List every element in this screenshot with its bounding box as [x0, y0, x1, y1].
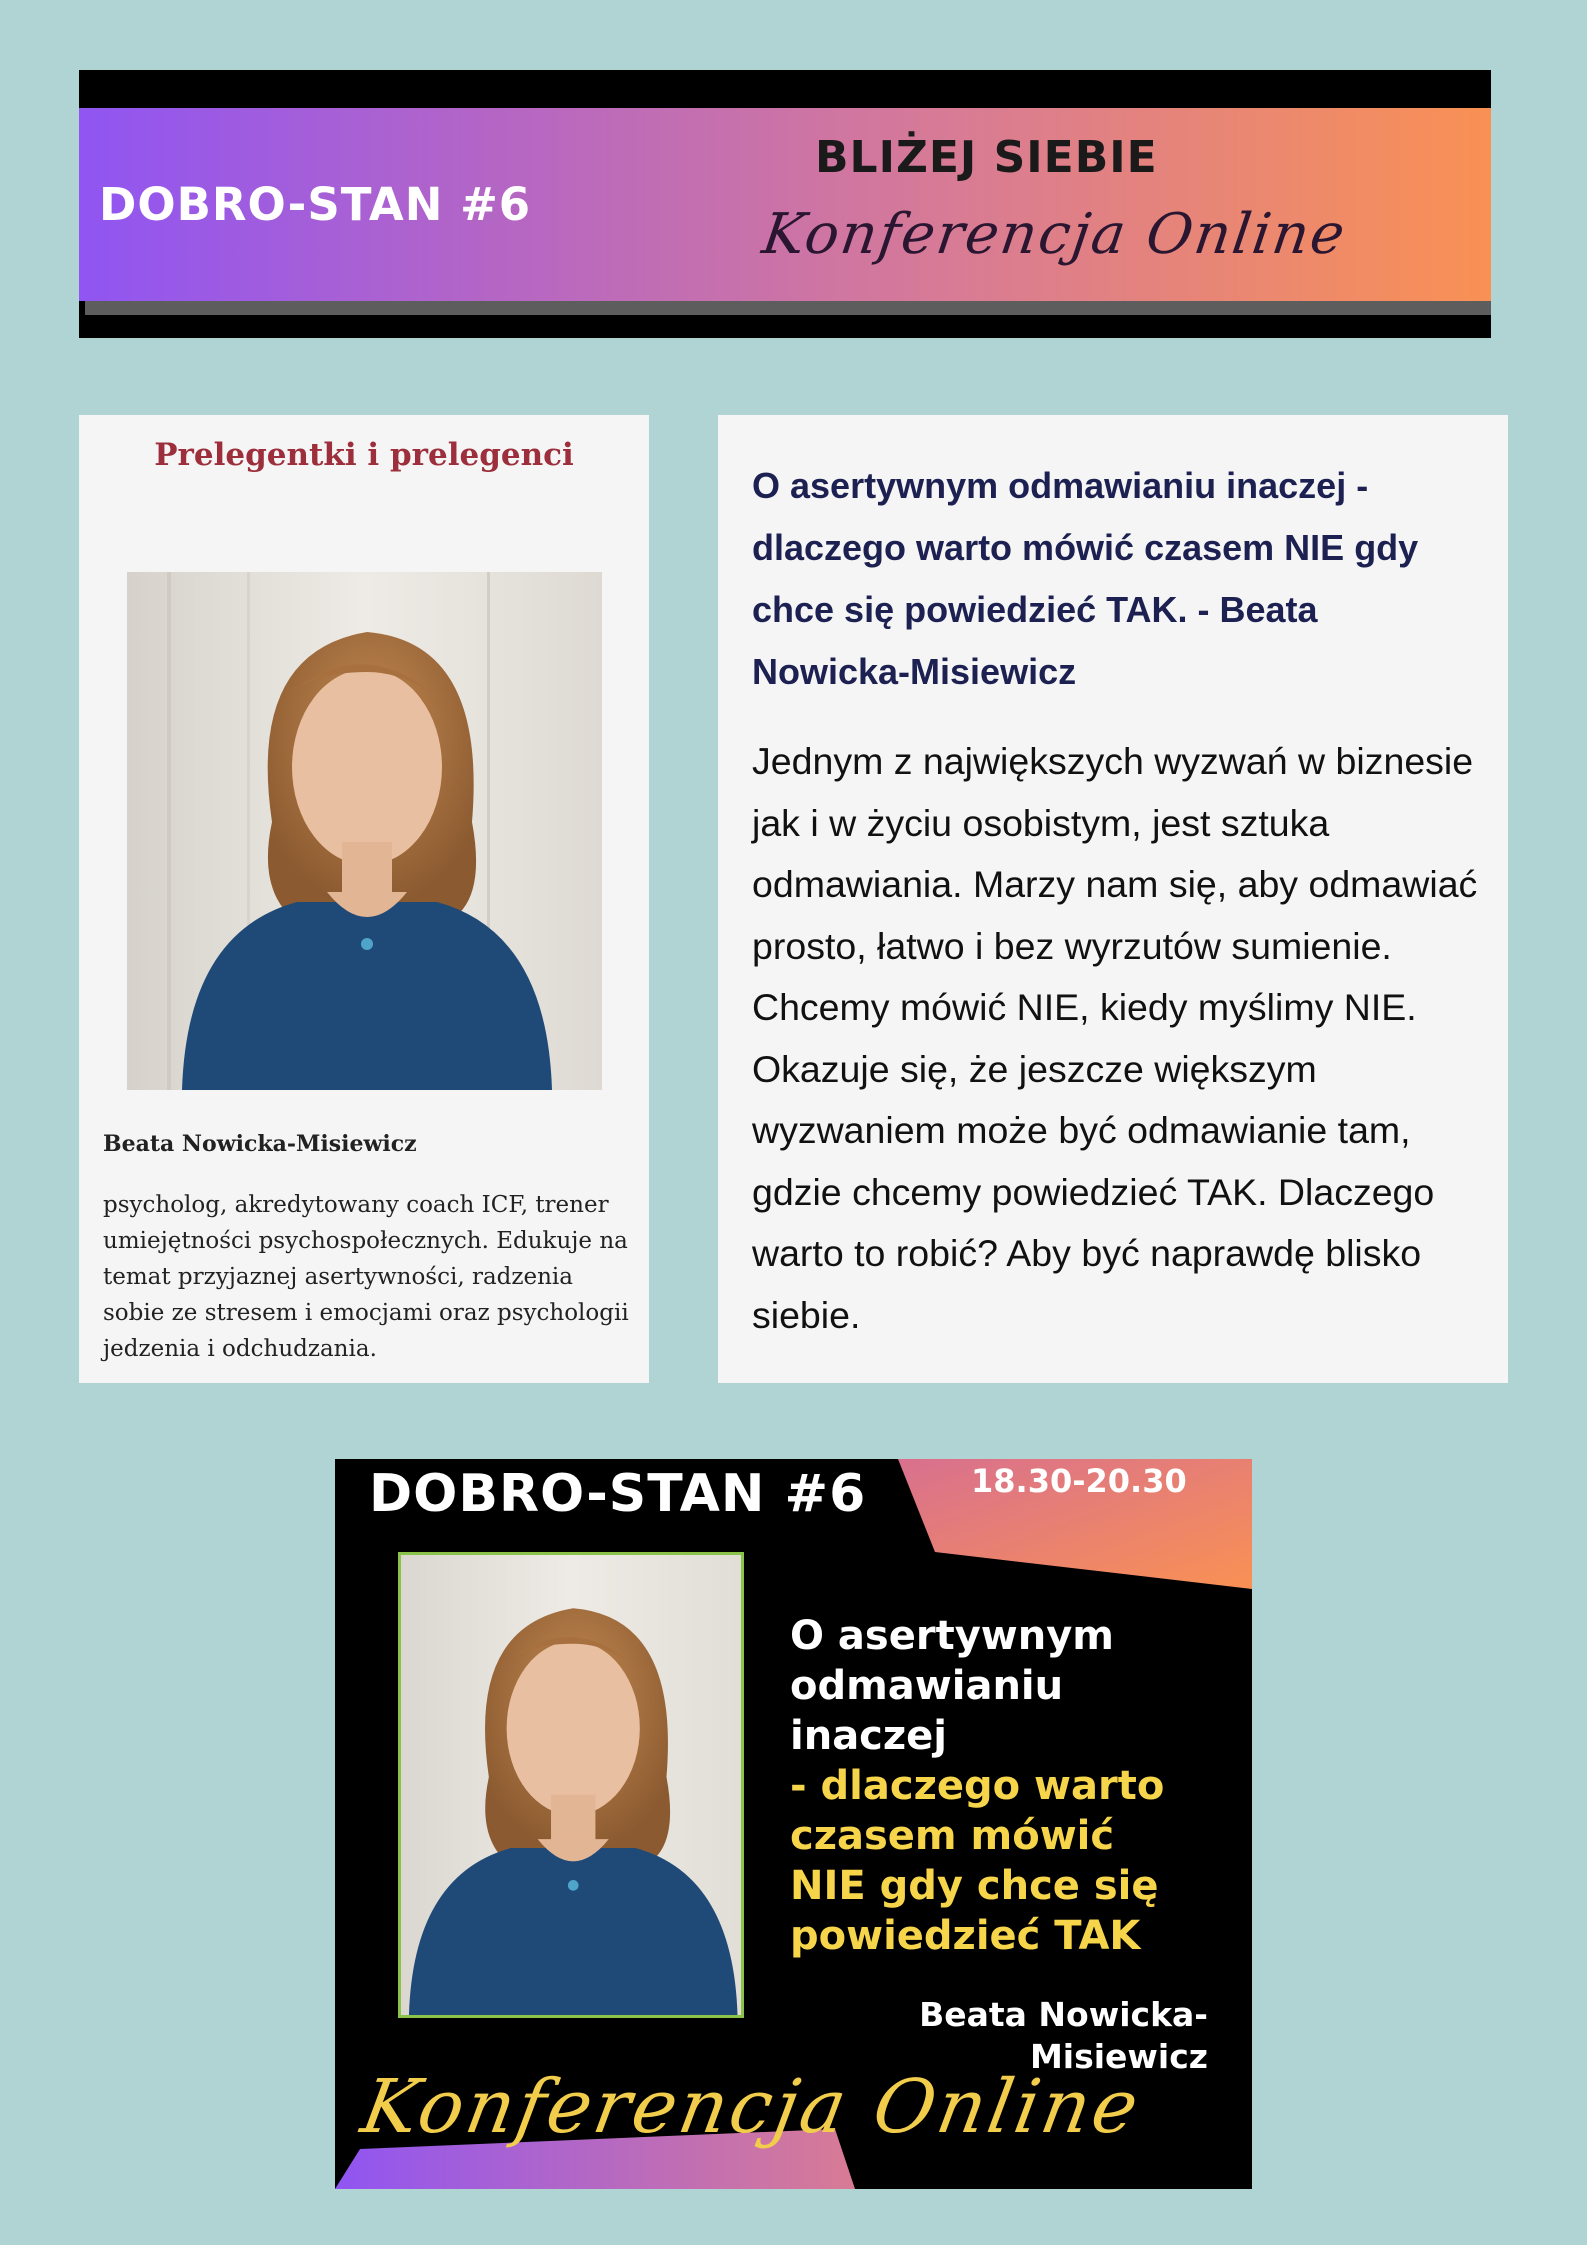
poster-script-text: Konferencja Online — [355, 2064, 1148, 2150]
poster-title-line: O asertywnym — [790, 1613, 1114, 1659]
poster-title-line: inaczej — [790, 1713, 948, 1759]
poster-subtitle-line: - dlaczego warto — [790, 1763, 1165, 1809]
poster-subtitle-line: czasem mówić — [790, 1813, 1115, 1859]
event-poster — [335, 1459, 1252, 2189]
poster-speaker-photo — [398, 1552, 744, 2018]
talk-description: Jednym z największych wyzwań w biznesie jak i w życiu osobistym, jest sztuka odmawiania. Marzy nam się, aby odmawiać prosto, łatwo i bez wyrzutów sumienie. Chcemy mówić NIE, kiedy myślimy NIE. Okazuje się, że jeszcze większym wyzwaniem może być odmawianie tam, gdzie chcemy powiedzieć TAK. Dlaczego warto to robić? Aby być naprawdę blisko siebie. — [752, 740, 1478, 1336]
speaker-bio: psycholog, akredytowany coach ICF, trener umiejętności psychospołecznych. Edukuje na temat przyjaznej asertywności, radzenia sobie ze stresem i emocjami oraz psychologii jedzenia i odchudzania. — [103, 1192, 629, 1362]
speakers-heading: Prelegentki i prelegenci — [154, 437, 574, 473]
talk-card — [718, 415, 1508, 1383]
talk-title: O asertywnym odmawianiu inaczej - dlaczego warto mówić czasem NIE gdy chce się powiedzieć TAK. - Beata Nowicka-Misiewicz — [752, 465, 1419, 692]
speaker-card — [79, 415, 649, 1383]
poster-brand: DOBRO-STAN #6 — [369, 1464, 867, 1524]
poster-time: 18.30-20.30 — [971, 1462, 1187, 1500]
poster-subtitle-line: NIE gdy chce się — [790, 1863, 1159, 1909]
poster-author-line: Misiewicz — [1029, 2037, 1208, 2076]
poster-author-line: Beata Nowicka- — [919, 1995, 1208, 2034]
poster-title-line: odmawianiu — [790, 1663, 1064, 1709]
conference-banner — [79, 70, 1491, 338]
speaker-name: Beata Nowicka-Misiewicz — [103, 1131, 417, 1157]
poster-talk-title — [790, 1611, 1220, 1961]
poster-subtitle-line: powiedzieć TAK — [790, 1913, 1141, 1959]
banner-brand-text: DOBRO-STAN #6 — [99, 178, 532, 231]
banner-title: BLIŻEJ SIEBIE — [815, 132, 1158, 183]
speaker-photo — [127, 572, 602, 1090]
banner-script-text: Konferencja Online — [758, 202, 1351, 267]
